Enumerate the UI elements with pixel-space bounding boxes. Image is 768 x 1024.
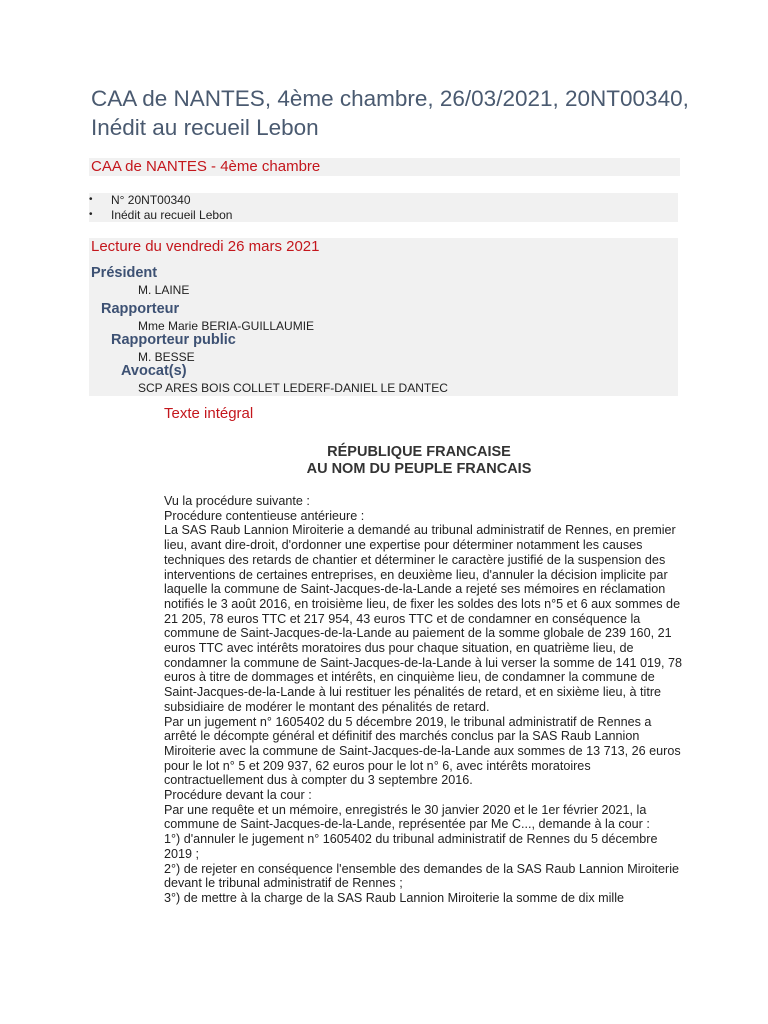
republique-line-2: AU NOM DU PEUPLE FRANCAIS: [306, 461, 532, 477]
page-title: CAA de NANTES, 4ème chambre, 26/03/2021, 20NT00340, Inédit au recueil Lebon: [91, 86, 689, 140]
republique-line-1: RÉPUBLIQUE FRANCAISE: [327, 444, 511, 460]
meta-list: [89, 193, 678, 222]
rapporteur-label: Rapporteur: [101, 301, 180, 317]
paragraph: 3°) de mettre à la charge de la SAS Raub Lannion Miroiterie la somme de dix mille: [164, 890, 625, 905]
paragraph: La SAS Raub Lannion Miroiterie a demandé au tribunal administratif de Rennes, en premier lieu, avant dire-droit, d'ordonner une expertise pour déterminer notamment les causes techniques des retards de chantier et déterminer le caractère justifié de la suspension des interventions de certaines entreprises, en deuxième lieu, d'annuler la décision implicite par laquelle la commune de Saint-Jacques-de-la-Lande a rejeté ses mémoires en réclamation notifiés le 3 août 2016, en troisième lieu, de fixer les soldes des lots n°5 et 6 aux sommes de 21 205, 78 euros TTC et 217 954, 43 euros TTC et de condamner en conséquence la commune de Saint-Jacques-de-la-Lande au paiement de la somme globale de 239 160, 21 euros TTC avec intérêts moratoires dus pour chaque situation, en quatrième lieu, de condamner la commune de Saint-Jacques-de-la-Lande à lui verser la somme de 141 019, 78 euros à titre de dommages et intérêts, en cinquième lieu, de condamner la commune de Saint-Jacques-de-la-Lande à lui restituer les pénalités de retard, et en sixième lieu, à titre subsidiaire de modérer le montant des pénalités de retard.: [164, 523, 683, 714]
bullet-icon: •: [89, 194, 93, 205]
republique-heading: [164, 444, 674, 478]
rapporteur-public-label: Rapporteur public: [111, 332, 236, 348]
paragraph: Par un jugement n° 1605402 du 5 décembre 2019, le tribunal administratif de Rennes a arrêté le décompte général et définitif des marchés conclus par la SAS Raub Lannion Miroiterie avec la commune de Saint-Jacques-de-la-Lande aux sommes de 13 713, 26 euros pour le lot n° 5 et 209 937, 62 euros pour le lot n° 6, avec intérêts moratoires contractuellement dus à compter du 3 septembre 2016.: [164, 714, 681, 788]
rapporteur-value: Mme Marie BERIA-GUILLAUMIE: [138, 319, 315, 333]
rapporteur-public-value: M. BESSE: [138, 350, 195, 364]
paragraph: Procédure contentieuse antérieure :: [164, 508, 365, 523]
meta-item-publication: [89, 208, 678, 223]
paragraph: Par une requête et un mémoire, enregistrés le 30 janvier 2020 et le 1er février 2021, la commune de Saint-Jacques-de-la-Lande, représentée par Me C..., demande à la cour :: [164, 802, 650, 832]
avocats-value: SCP ARES BOIS COLLET LEDERF-DANIEL LE DANTEC: [138, 381, 448, 395]
bullet-icon: •: [89, 208, 93, 220]
texte-integral-heading: Texte intégral: [164, 405, 254, 422]
publication-status: Inédit au recueil Lebon: [111, 207, 233, 222]
court-heading: CAA de NANTES - 4ème chambre: [89, 158, 680, 176]
avocats-label: Avocat(s): [121, 363, 187, 379]
paragraph: Procédure devant la cour :: [164, 788, 312, 803]
meta-item-number: [89, 193, 678, 208]
decision-body: [164, 494, 684, 906]
paragraph: 1°) d'annuler le jugement n° 1605402 du tribunal administratif de Rennes du 5 décembre 2019 ;: [164, 832, 658, 861]
president-label: Président: [91, 265, 158, 281]
paragraph: 2°) de rejeter en conséquence l'ensemble des demandes de la SAS Raub Lannion Miroiterie devant le tribunal administratif de Rennes ;: [164, 861, 680, 891]
reading-date: Lecture du vendredi 26 mars 2021: [91, 238, 320, 255]
hearing-panel: [89, 238, 678, 396]
case-number: N° 20NT00340: [111, 193, 191, 207]
paragraph: Vu la procédure suivante :: [164, 494, 310, 508]
president-value: M. LAINE: [138, 283, 190, 297]
